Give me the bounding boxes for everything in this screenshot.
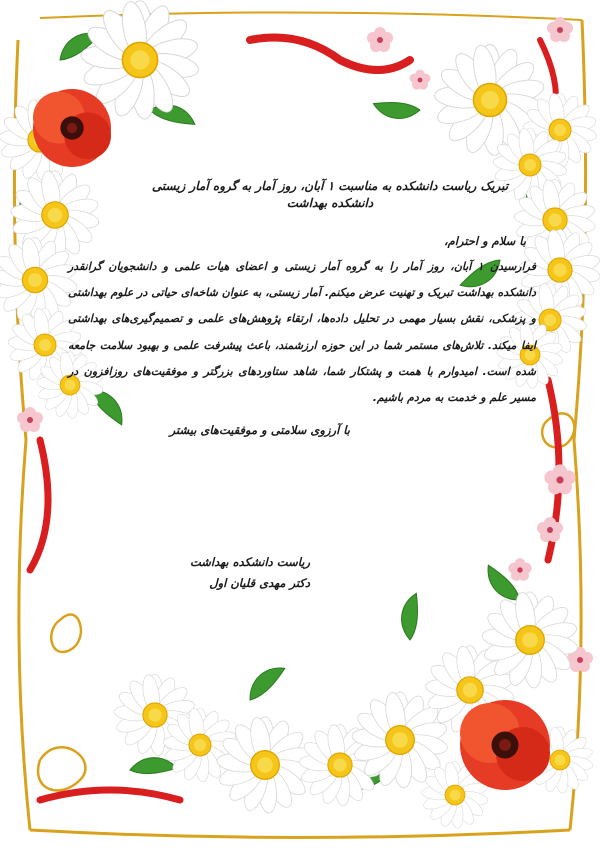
- letter-title: تبریک ریاست دانشکده به مناسبت ۱ آبان، روز آمار به گروه آمار زیستی دانشکده بهداشت: [151, 179, 509, 210]
- greeting: با سلام و احترام،: [443, 234, 526, 248]
- letter-body: [62, 178, 540, 437]
- closing-line: با آرزوی سلامتی و موفقیت‌های بیشتر: [169, 423, 350, 438]
- signature-name: دکتر مهدی قلیان اول: [209, 576, 310, 590]
- letter-paragraph: فرارسیدن ۱ آبان، روز آمار را به گروه آمار زیستی و اعضای هیات علمی و دانشجویان گرانقدر دانشکده بهداشت تبریک و تهنیت عرض میکنم. آمار زیستی، به عنوان شاخه‌ای حیاتی در علوم بهداشتی و پزشکی، نقش بسیار مهمی در تحلیل داده‌ها، ارتقاء پژوهش‌های علمی و تصمیم‌گیری‌های بهداشتی ایفا میکند. تلاش‌های مستمر شما در این حوزه ارزشمند، باعث پیشرفت علمی و بهبود سلامت جامعه شده است. امیدوارم با همت و پشتکار شما، شاهد ستاوردهای بزرگتر و موفقیت‌های روزافزون در مسیر علم و خدمت به مردم باشیم.: [68, 260, 536, 405]
- signature-block: [150, 552, 310, 594]
- signature-title: ریاست دانشکده بهداشت: [189, 555, 310, 569]
